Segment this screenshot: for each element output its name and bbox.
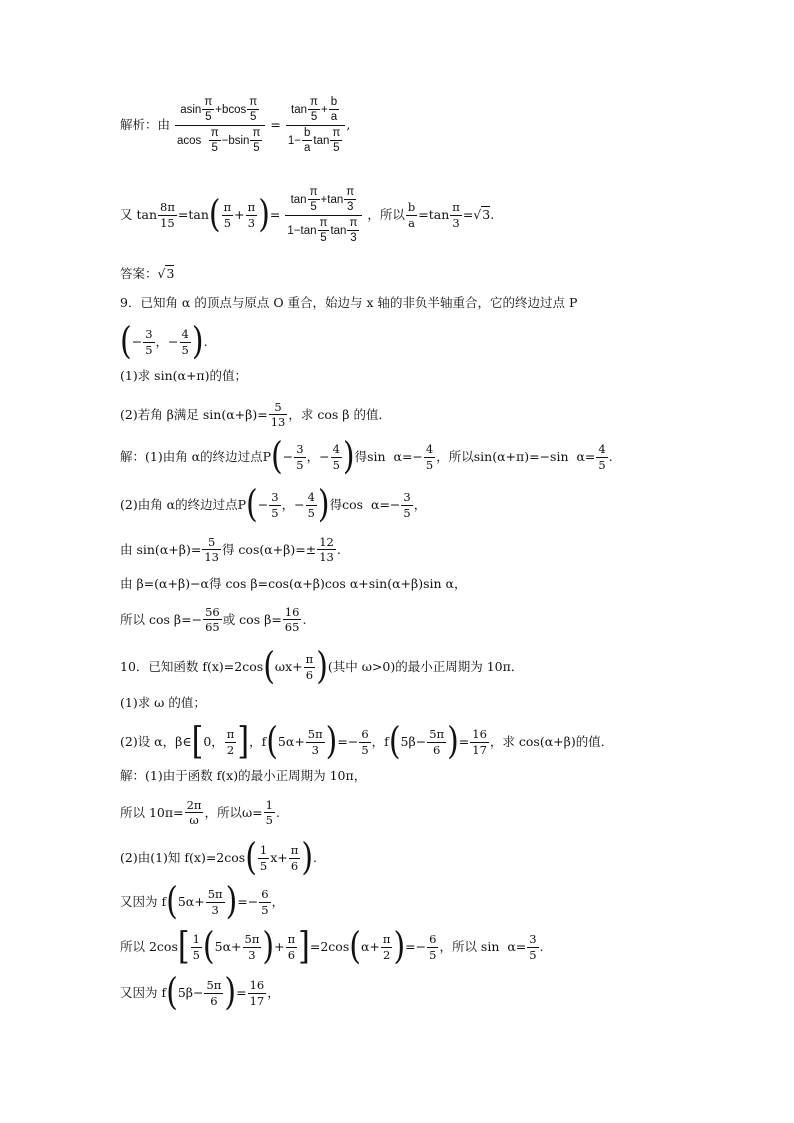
problem9-sol5: 所以 cos β=− $\frac{56}{65}$ 或 cos β= $\frac{16}{65}$ . [120, 605, 307, 635]
tan-sum-fraction: tan $\frac{\pi}{5}$ +tan $\frac{\pi}{3}$ 1−tan $\frac{\pi}{5}$ tan $\frac{\pi}{3}$ [285, 185, 362, 246]
problem10-q1: (1)求 ω 的值； [120, 695, 206, 710]
problem10-sol5: 所以 2cos[ $\frac{1}{5}$ (5α+ $\frac{5\pi}{3}$ )+ $\frac{\pi}{6}$ ]=2cos(α+ $\frac{\pi}{2}$ )=− $\frac{6}{5}$ ，所以 sin α= $\frac{3}{5}$ . [120, 924, 544, 969]
problem10-sol1: 解：(1)由于函数 f(x)的最小正周期为 10π， [120, 768, 367, 783]
problem9-q1: (1)求 sin(α+π)的值； [120, 368, 248, 383]
answer-line: 答案：√3 [120, 266, 175, 281]
problem9-sol4: 由 β=(α+β)−α得 cos β=cos(α+β)cos α+sin(α+β)sin α， [120, 576, 467, 591]
analysis-fraction-left: asin $\frac{\pi}{5}$ +bcos $\frac{\pi}{5}$ acos $\frac{\pi}{5}$ −bsin $\frac{\pi}{5}$ [175, 95, 265, 156]
problem9-sol3: 由 sin(α+β)= $\frac{5}{13}$ 得 cos(α+β)=± $\frac{12}{13}$ . [120, 535, 341, 565]
problem9-q2: (2)若角 β满足 sin(α+β)= $\frac{5}{13}$ ，求 cos β 的值． [120, 400, 391, 430]
problem10-sol2: 所以 10π= $\frac{2\pi}{\omega}$ ，所以ω= $\frac{1}{5}$ . [120, 798, 280, 828]
analysis-fraction-right: tan $\frac{\pi}{5}$ + $\frac{b}{a}$ 1− $\frac{b}{a}$ tan $\frac{\pi}{5}$ [286, 95, 345, 156]
problem10-sol6: 又因为 f(5β− $\frac{5\pi}{6}$ )= $\frac{16}{17}$ ， [120, 970, 280, 1015]
answer-label: 答案： [120, 266, 158, 281]
analysis-label: 解析： [120, 117, 158, 132]
problem9-sol2: (2)由角 α的终边过点P(− $\frac{3}{5}$ ，− $\frac{4}{5}$ )得cos α=− $\frac{3}{5}$ ， [120, 482, 427, 527]
problem10-stem: 10．已知函数 f(x)=2cos(ωx+ $\frac{\pi}{6}$ )(其中 ω>0)的最小正周期为 10π． [120, 644, 524, 689]
problem10-q2: (2)设 α，β∈[0， $\frac{\pi}{2}$ ]，f(5α+ $\frac{5\pi}{3}$ )=− $\frac{6}{5}$ ，f(5β− $\frac{5\pi}{6}$ )= $\frac{16}{17}$ ，求 cos(α+β)的值． [120, 719, 614, 764]
problem10-sol4: 又因为 f(5α+ $\frac{5\pi}{3}$ )=− $\frac{6}{5}$ ， [120, 879, 285, 924]
problem10-sol3: (2)由(1)知 f(x)=2cos( $\frac{1}{5}$ x+ $\frac{\pi}{6}$ ). [120, 835, 318, 880]
problem9-point: (− $\frac{3}{5}$ ，− $\frac{4}{5}$ ). [120, 319, 208, 364]
problem9-stem: 9．已知角 α 的顶点与原点 O 重合，始边与 x 轴的非负半轴重合，它的终边过点 P [120, 295, 578, 310]
problem9-sol1: 解：(1)由角 α的终边过点P(− $\frac{3}{5}$ ，− $\frac{4}{5}$ )得sin α=− $\frac{4}{5}$ ，所以sin(α+π)=−sin α= $\frac{4}{5}$ . [120, 434, 613, 479]
analysis-line-2: 又 tan $\frac{8\pi}{15}$ =tan( $\frac{\pi}{5}$ + $\frac{\pi}{3}$ )= tan $\frac{\pi}{5}$ +tan $\frac{\pi}{3}$ 1−tan $\frac{\pi}{5}$ tan $\frac{\pi}{3}$ ，所以 $\frac{b}{a}$ =tan $\frac{\pi}{3}$ =√3. [120, 186, 495, 245]
analysis-line: 解析：由 asin $\frac{\pi}{5}$ +bcos $\frac{\pi}{5}$ acos $\frac{\pi}{5}$ −bsin $\frac{\pi}{5}$ = tan $\frac{\pi}{5}$ + $\frac{b}{a}$ 1− $\frac{b}{a}$ tan $\frac{\pi}{5}$ , [120, 96, 351, 155]
